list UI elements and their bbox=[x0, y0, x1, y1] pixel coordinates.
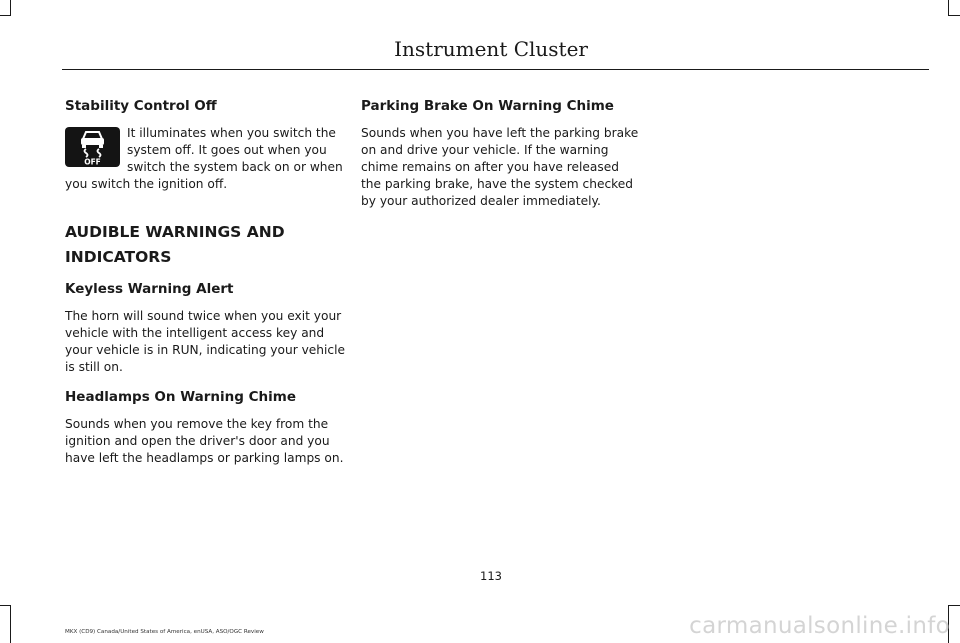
page-title: Instrument Cluster bbox=[394, 37, 588, 61]
parking-brake-text: Sounds when you have left the parking brake on and drive your vehicle. If the warning chime remains on after you have released the parking brake, have the system checked by your authorized dealer immediately. bbox=[361, 126, 639, 208]
crop-mark-top-left-horizontal bbox=[0, 15, 11, 16]
stability-control-block bbox=[65, 125, 345, 193]
parking-brake-heading: Parking Brake On Warning Chime bbox=[361, 98, 614, 114]
car-skid-icon bbox=[65, 127, 120, 167]
page-number: 113 bbox=[480, 569, 502, 583]
stability-control-text: It illuminates when you switch the system off. It goes out when you switch the system back on or when you switch the ignition off. bbox=[65, 126, 343, 191]
right-column bbox=[361, 96, 641, 210]
crop-mark-top-right-horizontal bbox=[948, 15, 960, 16]
left-column bbox=[65, 96, 345, 467]
document-id: MKX (CD9) Canada/United States of America, enUSA, ASO/OGC Review bbox=[65, 629, 264, 635]
audible-warnings-heading: AUDIBLE WARNINGS AND INDICATORS bbox=[65, 223, 285, 266]
headlamps-warning-heading: Headlamps On Warning Chime bbox=[65, 389, 296, 405]
headlamps-warning-text: Sounds when you remove the key from the ignition and open the driver's door and you have left the headlamps or parking lamps on. bbox=[65, 417, 344, 465]
stability-control-heading: Stability Control Off bbox=[65, 98, 217, 114]
crop-mark-bottom-left-vertical bbox=[10, 605, 11, 643]
crop-mark-bottom-left-horizontal bbox=[0, 605, 11, 606]
crop-mark-top-left-vertical bbox=[10, 0, 11, 16]
watermark: carmanualsonline.info bbox=[689, 613, 950, 639]
keyless-warning-text: The horn will sound twice when you exit your vehicle with the intelligent access key and your vehicle is in RUN, indicating your vehicle is still on. bbox=[65, 309, 345, 374]
header-rule bbox=[62, 69, 929, 70]
icon-off-label: OFF bbox=[84, 157, 101, 167]
keyless-warning-heading: Keyless Warning Alert bbox=[65, 281, 234, 297]
crop-mark-top-right-vertical bbox=[948, 0, 949, 16]
crop-mark-bottom-right-horizontal bbox=[948, 605, 960, 606]
stability-control-off-icon bbox=[65, 127, 120, 167]
